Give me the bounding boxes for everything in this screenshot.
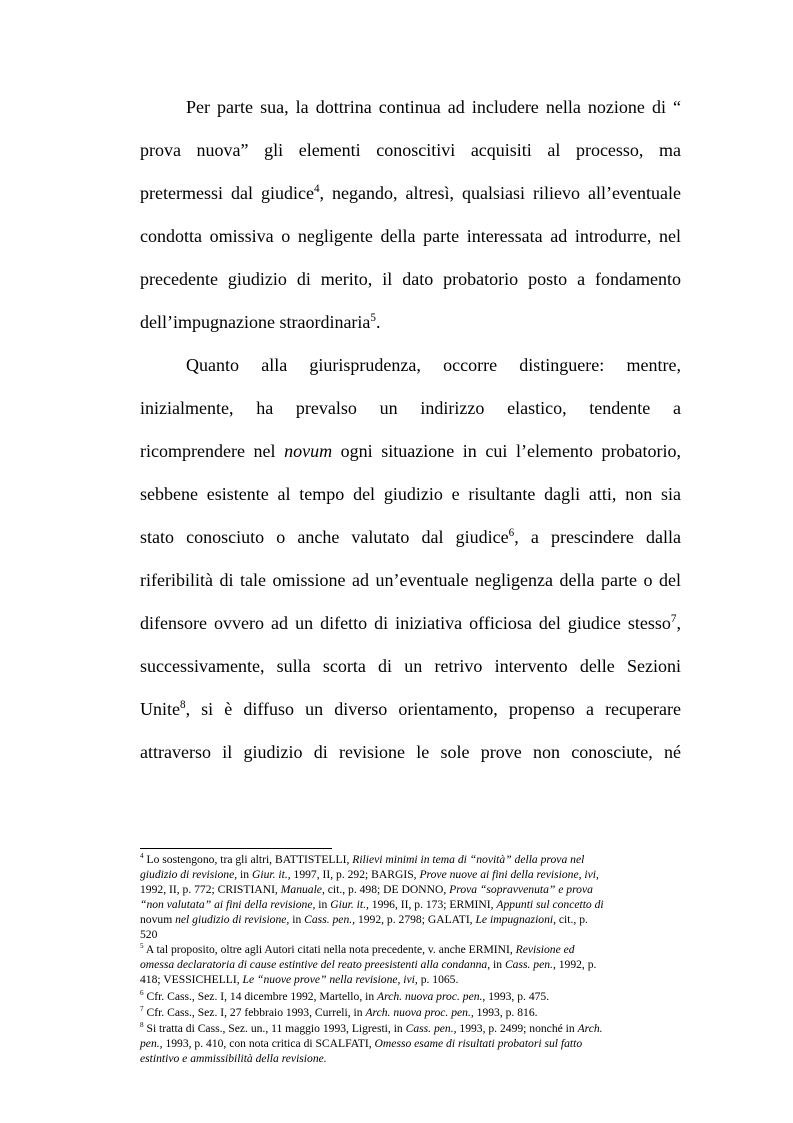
text-run: p. 1065. [417,973,459,986]
footnote-marker: 5 [140,942,144,951]
text-run: 1996, II, p. 173; ERMINI, [368,898,497,911]
body-line [140,612,681,634]
text-run: Si tratta di Cass., Sez. un., 11 maggio 1993, Ligresti, in [143,1022,406,1035]
text-run: Cfr. Cass., Sez. I, 27 febbraio 1993, Curreli, in [143,1006,366,1019]
footnote-line [140,898,681,911]
body-line [186,96,681,118]
body-line [140,741,681,763]
footnote-separator [140,848,332,849]
text-run: Lo sostengono, tra gli altri, BATTISTELLI, [143,853,353,866]
italic-run: Appunti sul concetto di [496,898,604,911]
footnote-line [140,1037,681,1050]
italic-run: giudizio di revisione, [140,868,238,881]
text-run: Per parte sua, la dottrina continua ad includere nella nozione di “ [186,97,681,117]
footnote-marker: 4 [313,183,320,195]
footnote-line [140,1052,681,1065]
text-run: 1993, p. 475. [485,990,550,1003]
body-line [186,354,681,376]
footnote-line [140,913,681,926]
text-run: sebbene esistente al tempo del giudizio e risultante dagli atti, non sia [140,484,681,504]
footnote-marker: 5 [370,312,376,324]
text-run: novum [140,913,176,926]
body-line [140,655,681,677]
text-run: in [315,898,331,911]
body-line [140,698,681,720]
text-run: 1993, p. 410, con nota critica di SCALFATI, [162,1037,375,1050]
italic-run: Manuale, [280,883,325,896]
footnote-marker: 8 [140,1021,144,1030]
footnote-marker: 6 [508,527,515,539]
text-run: successivamente, sulla scorta di un retrivo intervento delle Sezioni [140,656,681,676]
body-line [140,225,681,247]
text-run: pretermessi dal giudice [140,183,314,203]
body-line [140,526,681,548]
text-run: precedente giudizio di merito, il dato probatorio posto a fondamento [140,269,681,289]
body-line [140,440,681,462]
text-run: condotta omissiva o negligente della parte interessata ad introdurre, nel [140,226,681,246]
text-run: Quanto alla giurisprudenza, occorre distinguere: mentre, [186,355,681,375]
italic-run: Prove nuove ai fini della revisione, ivi, [419,868,599,881]
body-line [140,397,681,419]
body-line [140,569,681,591]
italic-run: Revisione ed [515,943,575,956]
text-run: , a prescindere dalla [514,527,682,547]
footnote-line [140,868,681,881]
text-run: Unite [140,699,180,719]
italic-run: Giur. it., [330,898,369,911]
footnote-line [140,973,681,986]
text-run: 1993, p. 816. [473,1006,538,1019]
body-line [140,483,681,505]
footnote-line [140,928,681,941]
italic-run: Le impugnazioni, [475,913,557,926]
text-run: in [237,868,252,881]
footnote-marker: 6 [140,989,144,998]
text-run: prova nuova” gli elementi conoscitivi acquisiti al processo, ma [140,140,681,160]
footnote-line [140,1022,681,1035]
text-run: difensore ovvero ad un difetto di iniziativa officiosa del giudice stesso [140,613,671,633]
text-run: A tal proposito, oltre agli Autori citati nella nota precedente, v. anche ERMINI, [143,943,516,956]
italic-run: pen., [140,1037,163,1050]
text-run: , si è diffuso un diverso orientamento, propenso a recuperare [185,699,681,719]
body-line [140,268,681,290]
text-run: , negando, altresì, qualsiasi rilievo all’eventuale [319,183,681,203]
text-run: 1992, p. [555,958,597,971]
text-run: Cfr. Cass., Sez. I, 14 dicembre 1992, Martello, in [143,990,378,1003]
text-run: 1992, II, p. 772; CRISTIANI, [140,883,281,896]
body-line [140,139,681,161]
text-run: in [490,958,505,971]
italic-run: Cass. pen., [504,958,556,971]
italic-run: novum [284,441,333,461]
text-run: . [376,312,381,332]
text-run: 1993, p. 2499; nonché in [456,1022,578,1035]
footnote-line [140,943,681,956]
italic-run: Arch. nuova proc. pen., [365,1006,474,1019]
text-run: cit., p. 498; DE DONNO, [324,883,450,896]
text-run: ricomprendere nel [140,441,285,461]
text-run: 1992, p. 2798; GALATI, [355,913,476,926]
footnote-marker: 4 [140,852,144,861]
text-run: , [676,613,681,633]
italic-run: Arch. [577,1022,603,1035]
text-run: 520 [140,928,158,941]
footnote-marker: 8 [180,699,186,711]
text-run: stato conosciuto o anche valutato dal giudice [140,527,509,547]
italic-run: Le “nuove prove” nella revisione, ivi, [242,973,418,986]
body-line [140,182,681,204]
italic-run: Cass. pen., [304,913,356,926]
footnote-line [140,883,681,896]
italic-run: Cass. pen., [405,1022,457,1035]
body-line [140,311,681,333]
italic-run: Omesso esame di risultati probatori sul fatto [374,1037,583,1050]
italic-run: omessa declaratoria di cause estintive del reato preesistenti alla condanna, [140,958,491,971]
footnote-marker: 7 [140,1005,144,1014]
italic-run: nel giudizio di revisione, [175,913,290,926]
footnote-line [140,958,681,971]
text-run: cit., p. [556,913,588,926]
italic-run: estintivo e ammissibilità della revisione. [140,1052,327,1065]
text-run: 418; VESSICHELLI, [140,973,243,986]
text-run: attraverso il giudizio di revisione le sole prove non conosciute, né [140,742,681,762]
footnote-marker: 7 [670,613,677,625]
text-run: 1997, II, p. 292; BARGIS, [290,868,420,881]
text-run: in [289,913,305,926]
italic-run: “non valutata” ai fini della revisione, [140,898,316,911]
italic-run: Rilievi minimi in tema di “novità” della prova nel [352,853,585,866]
footnote-line [140,853,681,866]
text-run: dell’impugnazione straordinaria [140,312,371,332]
italic-run: Arch. nuova proc. pen., [377,990,486,1003]
text-run: ogni situazione in cui l’elemento probatorio, [332,441,681,461]
footnote-line [140,1006,681,1019]
italic-run: Giur. it., [251,868,291,881]
text-run: riferibilità di tale omissione ad un’eventuale negligenza della parte o del [140,570,681,590]
text-run: inizialmente, ha prevalso un indirizzo elastico, tendente a [140,398,681,418]
italic-run: Prova “sopravvenuta” e prova [449,883,593,896]
footnote-line [140,990,681,1003]
